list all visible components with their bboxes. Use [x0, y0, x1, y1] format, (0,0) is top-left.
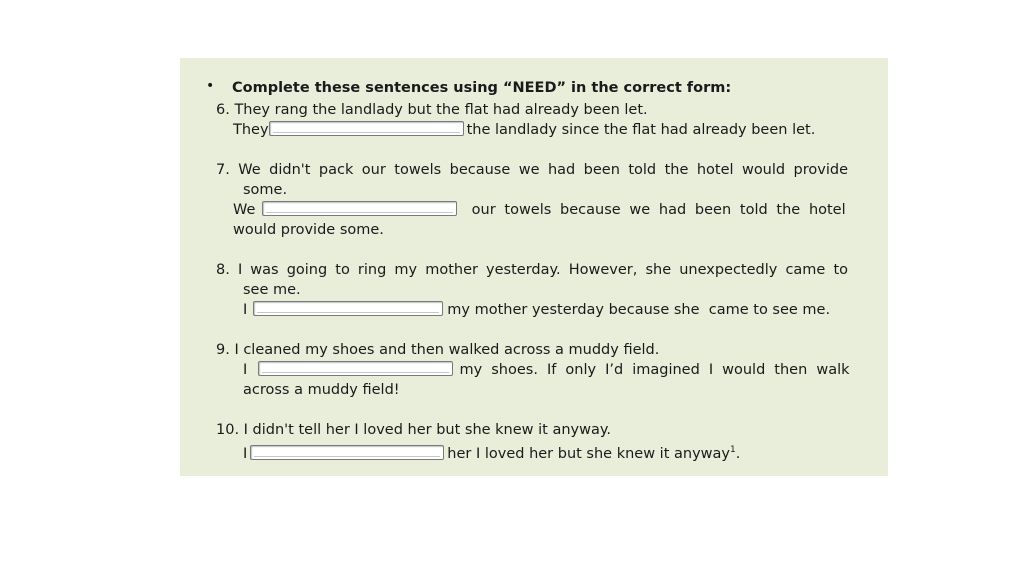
item-9-sentence: [216, 340, 659, 360]
item-number: 7.: [216, 162, 230, 178]
item-number: 9.: [216, 342, 230, 358]
item-7-answer-line2: would provide some.: [233, 222, 384, 238]
footnote-marker: 1: [730, 445, 736, 455]
item-9-answer: [243, 360, 848, 380]
answer-prefix: I: [243, 362, 248, 378]
instruction-bullet: •: [206, 78, 215, 94]
answer-suffix: the landlady since the flat had already been let.: [466, 122, 816, 138]
answer-blank-6[interactable]: [269, 121, 464, 136]
item-7-sentence-line2: some.: [243, 182, 288, 198]
item-sentence: I cleaned my shoes and then walked across a muddy field.: [234, 342, 660, 358]
item-number: 6.: [216, 102, 230, 118]
item-6-answer: [233, 120, 815, 140]
answer-blank-8[interactable]: [253, 301, 443, 316]
exercise-panel: [180, 58, 888, 476]
item-6-sentence: [216, 100, 648, 120]
answer-suffix: my shoes. If only I’d imagined I would then walk: [459, 362, 850, 378]
answer-prefix: We: [233, 202, 256, 218]
answer-blank-10[interactable]: [250, 445, 444, 460]
item-10-sentence: [216, 420, 611, 440]
answer-prefix: I: [243, 446, 248, 462]
item-sentence: I didn't tell her I loved her but she knew it anyway.: [243, 422, 611, 438]
answer-blank-7[interactable]: [262, 201, 457, 216]
answer-suffix: her I loved her but she knew it anyway: [447, 446, 730, 462]
item-8-answer: [243, 300, 830, 320]
item-10-answer: [243, 440, 740, 464]
item-sentence: They rang the landlady but the flat had already been let.: [234, 102, 648, 118]
sentence-end: .: [735, 446, 741, 462]
item-7-sentence-line1: [216, 160, 848, 180]
answer-suffix: our towels because we had been told the hotel: [471, 202, 846, 218]
item-8-sentence-line1: [216, 260, 848, 280]
answer-prefix: I: [243, 302, 248, 318]
item-sentence: I was going to ring my mother yesterday. However, she unexpectedly came to: [237, 262, 848, 278]
answer-prefix: They: [233, 122, 269, 138]
answer-blank-9[interactable]: [258, 361, 453, 376]
answer-suffix: my mother yesterday because she came to see me.: [447, 302, 831, 318]
item-8-sentence-line2: see me.: [243, 282, 301, 298]
item-sentence: We didn't pack our towels because we had been told the hotel would provide: [238, 162, 849, 178]
item-number: 8.: [216, 262, 230, 278]
item-7-answer: [233, 200, 848, 220]
instruction-text: Complete these sentences using “NEED” in the correct form:: [232, 80, 732, 96]
item-number: 10.: [216, 422, 240, 438]
item-9-answer-line2: across a muddy field!: [243, 382, 400, 398]
